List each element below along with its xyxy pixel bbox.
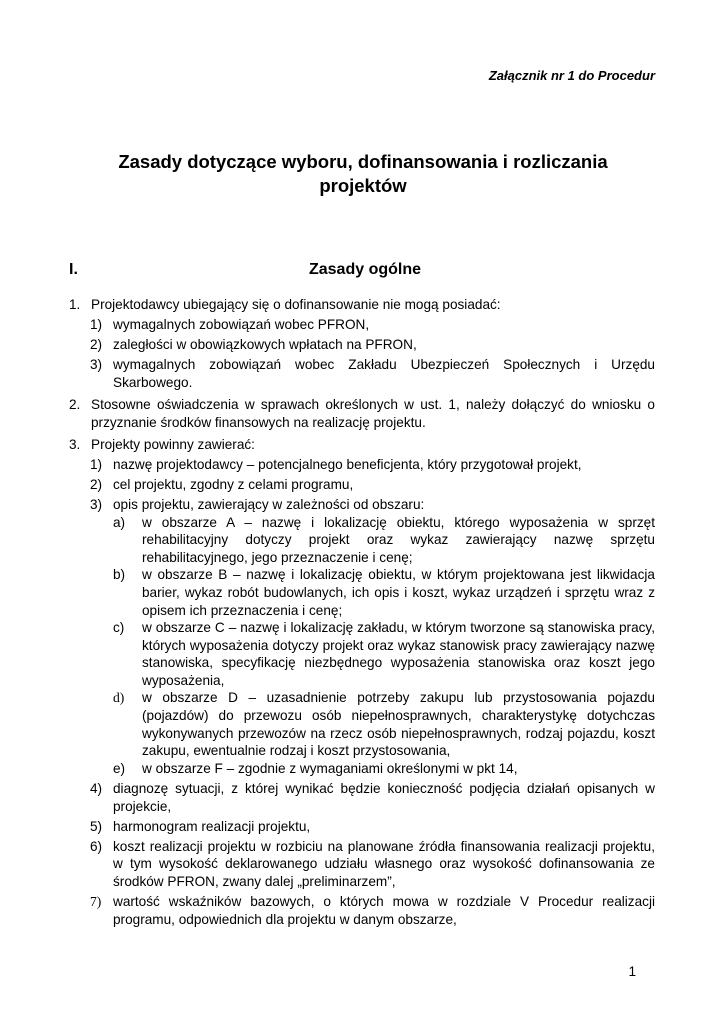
sub-item bbox=[90, 893, 655, 928]
sub-item-text: opis projektu, zawierający w zależności od obszaru: bbox=[113, 496, 425, 512]
sub-item-number: 1) bbox=[90, 456, 103, 472]
item-number: 1. bbox=[69, 297, 81, 312]
sub-item-text: nazwę projektodawcy – potencjalnego beneficjenta, który przygotował projekt, bbox=[113, 456, 582, 472]
sub-sub-item-text: w obszarze B – nazwę i lokalizację obiektu, w którym projektowana jest likwidacja barier, wykaz robót budowlanych, ich opis i koszt, wykaz urządzeń i sprzętu wraz z opisem ich przeznaczenia i cenę; bbox=[142, 567, 655, 618]
sub-sub-item-text: w obszarze D – uzasadnienie potrzeby zakupu lub przystosowania pojazdu (pojazdów) do przewozu osób niepełnosprawnych, charakterystykę dotychczas wykonywanych przewozów na rzecz osób niepełnosprawnych, rodzaj pojazdu, koszt zakupu, ewentualnie rodzaj i koszt przystosowania, bbox=[142, 690, 655, 759]
sub-item-text: wymagalnych zobowiązań wobec Zakładu Ubezpieczeń Społecznych i Urzędu Skarbowego. bbox=[113, 357, 655, 390]
sub-sub-item-text: w obszarze C – nazwę i lokalizację zakładu, w którym tworzone są stanowiska pracy, których wyposażenia dotyczy projekt oraz wykaz stanowisk pracy zawierający nazwę stanowiska, specyfikację niezbędnego wyposażenia stanowiska oraz koszt jego wyposażenia, bbox=[142, 620, 655, 688]
sub-sub-item-letter: a) bbox=[113, 514, 126, 530]
sub-item bbox=[90, 496, 655, 778]
title-line-2: projektów bbox=[319, 175, 407, 196]
item-text: Projektodawcy ubiegający się o dofinansowanie nie mogą posiadać: bbox=[91, 297, 501, 312]
sub-sub-item-letter: c) bbox=[113, 620, 125, 636]
item-text: Projekty powinny zawierać: bbox=[91, 436, 255, 452]
list-item bbox=[69, 396, 655, 431]
sub-item bbox=[90, 818, 655, 836]
annex-label: Załącznik nr 1 do Procedur bbox=[488, 68, 655, 83]
sub-item-number: 3) bbox=[90, 496, 103, 512]
sub-item-number: 7) bbox=[90, 894, 102, 909]
item-text: Stosowne oświadczenia w sprawach określonych w ust. 1, należy dołączyć do wniosku o przyznanie środków finansowych na realizację projektu. bbox=[91, 396, 655, 430]
sub-item-number: 6) bbox=[90, 838, 103, 854]
sub-sub-item-letter: b) bbox=[113, 567, 126, 583]
section-title: Zasady ogólne bbox=[308, 261, 422, 278]
sub-item bbox=[90, 356, 655, 391]
sub-item bbox=[90, 336, 655, 354]
sub-sub-item-text: w obszarze A – nazwę i lokalizację obiektu, którego wyposażenia w sprzęt rehabilitacyjny dotyczy projekt oraz wykaz zawierający nazwę sprzętu rehabilitacyjnego, jego przeznaczenie i cenę; bbox=[142, 514, 655, 565]
item-number: 3. bbox=[69, 436, 81, 452]
sub-item-number: 4) bbox=[90, 780, 103, 796]
sub-item-text: harmonogram realizacji projektu, bbox=[113, 818, 311, 834]
sub-item bbox=[90, 316, 655, 334]
sub-sub-item bbox=[113, 619, 655, 689]
sub-sub-item-letter: e) bbox=[113, 760, 126, 776]
sub-item-text: wymagalnych zobowiązań wobec PFRON, bbox=[113, 317, 370, 333]
page-number: 1 bbox=[628, 964, 636, 979]
sub-item-text: zaległości w obowiązkowych wpłatach na PFRON, bbox=[113, 337, 417, 353]
sub-sub-item bbox=[113, 566, 655, 619]
sub-item-number: 2) bbox=[90, 476, 103, 492]
section-number: I. bbox=[69, 261, 78, 278]
section-content bbox=[69, 296, 655, 931]
sub-item bbox=[90, 456, 655, 474]
title-line-1: Zasady dotyczące wyboru, dofinansowania i rozliczania bbox=[118, 151, 608, 172]
sub-item-number: 1) bbox=[90, 317, 103, 333]
sub-sub-item bbox=[113, 689, 655, 759]
sub-item-number: 2) bbox=[90, 337, 103, 353]
sub-item-text: wartość wskaźników bazowych, o których mowa w rozdziale V Procedur realizacji programu, odpowiednich dla projektu w danym obszarze, bbox=[113, 894, 655, 927]
list-item bbox=[69, 436, 655, 929]
sub-item-number: 5) bbox=[90, 818, 103, 834]
sub-sub-item bbox=[113, 760, 655, 778]
sub-sub-item-text: w obszarze F – zgodnie z wymaganiami określonymi w pkt 14, bbox=[142, 760, 518, 776]
item-number: 2. bbox=[69, 396, 81, 412]
sub-sub-item bbox=[113, 514, 655, 567]
list-item bbox=[69, 296, 655, 391]
sub-item-text: cel projektu, zgodny z celami programu, bbox=[113, 476, 354, 492]
sub-sub-item-letter: d) bbox=[113, 690, 125, 706]
document-title bbox=[70, 150, 656, 198]
sub-item bbox=[90, 780, 655, 815]
sub-item-text: diagnozę sytuacji, z której wynikać będzie konieczność podjęcia działań opisanych w projekcie, bbox=[113, 780, 655, 814]
sub-item bbox=[90, 476, 655, 494]
sub-item-number: 3) bbox=[90, 357, 103, 373]
sub-item-text: koszt realizacji projektu w rozbiciu na planowane źródła finansowania realizacji projektu, w tym wysokość deklarowanego udziału własnego oraz wysokość dofinansowania ze środków PFRON, zwany dalej „preliminarzem”, bbox=[113, 838, 655, 889]
sub-item bbox=[90, 838, 655, 891]
